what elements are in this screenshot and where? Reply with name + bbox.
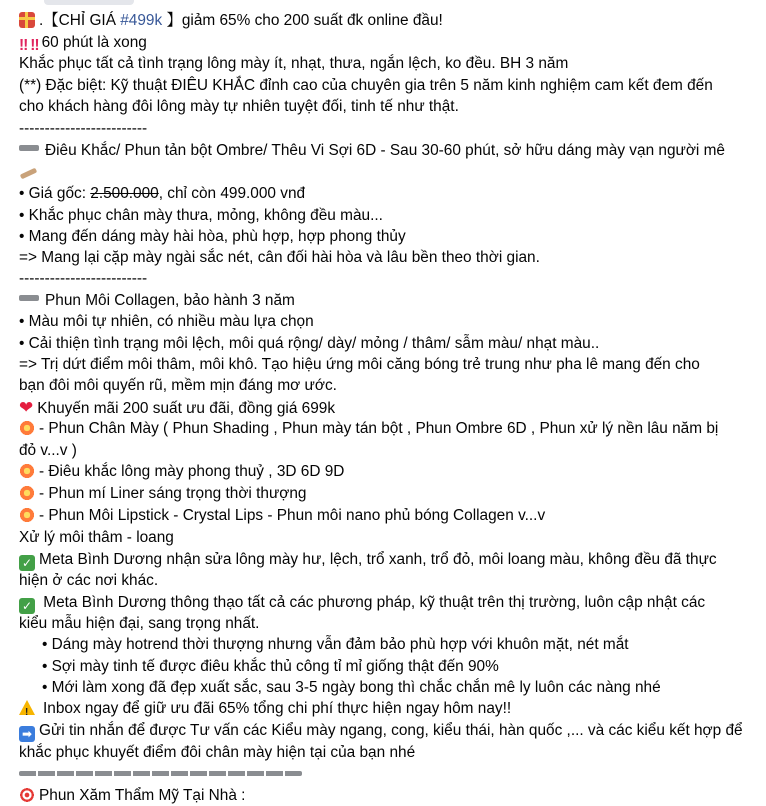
indented-bullet: • Sợi mày tinh tế được điêu khắc thủ công tỉ mỉ giống thật đến 90% bbox=[42, 658, 499, 675]
dash-icon bbox=[19, 295, 39, 301]
duration-line bbox=[19, 32, 760, 53]
home-service-line bbox=[19, 785, 760, 806]
service-item bbox=[19, 505, 760, 526]
promo-text-end: 】giảm 65% cho 200 suất đk online đầu! bbox=[162, 12, 443, 29]
service-item-text: - Phun mí Liner sáng trọng thời thượng bbox=[39, 485, 307, 502]
text-line: hiện ở các nơi khác. bbox=[19, 572, 159, 589]
service-heading-text: Phun Môi Collagen, bảo hành 3 năm bbox=[45, 292, 295, 309]
warning-line bbox=[19, 698, 760, 719]
text-line: kiểu mẫu hiện đại, sang trọng nhất. bbox=[19, 615, 260, 632]
original-price: 2.500.000 bbox=[90, 185, 159, 202]
header-fragment bbox=[44, 0, 134, 5]
text-line: Khắc phục tất cả tình trạng lông mày ít, nhạt, thưa, ngắn lệch, ko đều. BH 3 năm bbox=[19, 55, 569, 72]
warning-icon bbox=[19, 700, 35, 715]
text-line: => Mang lại cặp mày ngài sắc nét, cân đối hài hòa và lâu bền theo thời gian. bbox=[19, 249, 540, 266]
arrow-text: Gửi tin nhắn để được Tư vấn các Kiểu mày ngang, cong, kiểu thái, hàn quốc ,... và các kiểu kết hợp để bbox=[39, 722, 743, 739]
collision-icon bbox=[17, 461, 38, 482]
check-mark-icon: ✓ bbox=[19, 555, 35, 571]
writing-hand-icon bbox=[19, 163, 37, 181]
arrow-line bbox=[19, 720, 760, 741]
target-icon bbox=[19, 787, 35, 803]
home-service-text: Phun Xăm Thẩm Mỹ Tại Nhà : bbox=[39, 787, 246, 804]
collision-icon bbox=[17, 418, 38, 439]
promo-line bbox=[19, 10, 760, 31]
service-item bbox=[19, 461, 760, 482]
text-line: khắc phục khuyết điểm đôi chân mày hiện tại của bạn nhé bbox=[19, 744, 416, 761]
right-arrow-icon: ➡ bbox=[19, 726, 35, 742]
check-text: Meta Bình Dương thông thạo tất cả các phương pháp, kỹ thuật trên thị trường, luôn cập nhật các bbox=[39, 594, 706, 611]
indented-bullet: • Dáng mày hotrend thời thượng nhưng vẫn đảm bảo phù hợp với khuôn mặt, nét mắt bbox=[42, 636, 629, 653]
dash-icon bbox=[19, 145, 39, 151]
text-line: => Trị dứt điểm môi thâm, môi khô. Tạo hiệu ứng môi căng bóng trẻ trung như pha lê mang đến cho bbox=[19, 356, 700, 373]
service-heading bbox=[19, 290, 760, 311]
double-exclamation-icon: ‼ bbox=[19, 37, 29, 54]
bullet-line: • Cải thiện tình trạng môi lệch, môi quá rộng/ dày/ mỏng / thâm/ sẫm màu/ nhạt màu.. bbox=[19, 335, 600, 352]
collision-icon bbox=[17, 483, 38, 504]
promo-text: .【CHỈ GIÁ bbox=[39, 12, 121, 29]
text-line: (**) Đặc biệt: Kỹ thuật ĐIÊU KHẮC đỉnh cao của chuyên gia trên 5 năm kinh nghiệm cam kết đem đến bbox=[19, 77, 713, 94]
price-label: • Giá gốc: bbox=[19, 185, 91, 202]
check-line bbox=[19, 592, 760, 613]
text-line: đỏ v...v ) bbox=[19, 442, 77, 459]
text-line: cho khách hàng đôi lông mày tự nhiên tuyệt đối, tinh tế như thật. bbox=[19, 98, 459, 115]
emoji-line bbox=[19, 162, 760, 183]
text-line: bạn đôi môi quyến rũ, mềm mịn đáng mơ ước. bbox=[19, 377, 337, 394]
divider-bar bbox=[19, 771, 302, 776]
collision-icon bbox=[17, 505, 38, 526]
separator: ------------------------- bbox=[19, 120, 148, 137]
service-item-text: - Điêu khắc lông mày phong thuỷ , 3D 6D 9D bbox=[39, 463, 345, 480]
gift-icon bbox=[19, 12, 35, 28]
text-line: Xử lý môi thâm - loang bbox=[19, 529, 174, 546]
check-line bbox=[19, 549, 760, 570]
indented-bullet: • Mới làm xong đã đẹp xuất sắc, sau 3-5 ngày bong thì chắc chắn mê ly luôn các nàng nhé bbox=[42, 679, 661, 696]
double-exclamation-icon: ‼ bbox=[30, 37, 40, 54]
service-item-text: - Phun Chân Mày ( Phun Shading , Phun mày tán bột , Phun Ombre 6D , Phun xử lý nền lâu năm bị bbox=[39, 420, 719, 437]
service-item bbox=[19, 418, 760, 439]
bullet-line: • Mang đến dáng mày hài hòa, phù hợp, hợp phong thủy bbox=[19, 228, 406, 245]
sale-price: , chỉ còn 499.000 vnđ bbox=[158, 185, 306, 202]
service-item-text: - Phun Môi Lipstick - Crystal Lips - Phun môi nano phủ bóng Collagen v...v bbox=[39, 507, 546, 524]
check-text: Meta Bình Dương nhận sửa lông mày hư, lệch, trổ xanh, trổ đỏ, môi loang màu, không đều đã thực bbox=[39, 551, 717, 568]
offer-line bbox=[19, 397, 760, 418]
separator: ------------------------- bbox=[19, 270, 148, 287]
service-item bbox=[19, 483, 760, 504]
heart-icon: ❤ bbox=[19, 398, 34, 417]
warning-text: Inbox ngay để giữ ưu đãi 65% tổng chi phí thực hiện ngay hôm nay!! bbox=[43, 700, 512, 717]
price-line bbox=[19, 183, 760, 204]
service-heading bbox=[19, 140, 760, 161]
offer-text: Khuyến mãi 200 suất ưu đãi, đồng giá 699k bbox=[37, 400, 336, 417]
bullet-line: • Màu môi tự nhiên, có nhiều màu lựa chọn bbox=[19, 313, 314, 330]
bullet-line: • Khắc phục chân mày thưa, mỏng, không đều màu... bbox=[19, 207, 383, 224]
duration-text: 60 phút là xong bbox=[41, 34, 147, 51]
check-mark-icon: ✓ bbox=[19, 598, 35, 614]
service-heading-text: Điêu Khắc/ Phun tản bột Ombre/ Thêu Vi Sợi 6D - Sau 30-60 phút, sở hữu dáng mày vạn người mê bbox=[45, 142, 725, 159]
hashtag-link[interactable]: #499k bbox=[120, 12, 163, 29]
